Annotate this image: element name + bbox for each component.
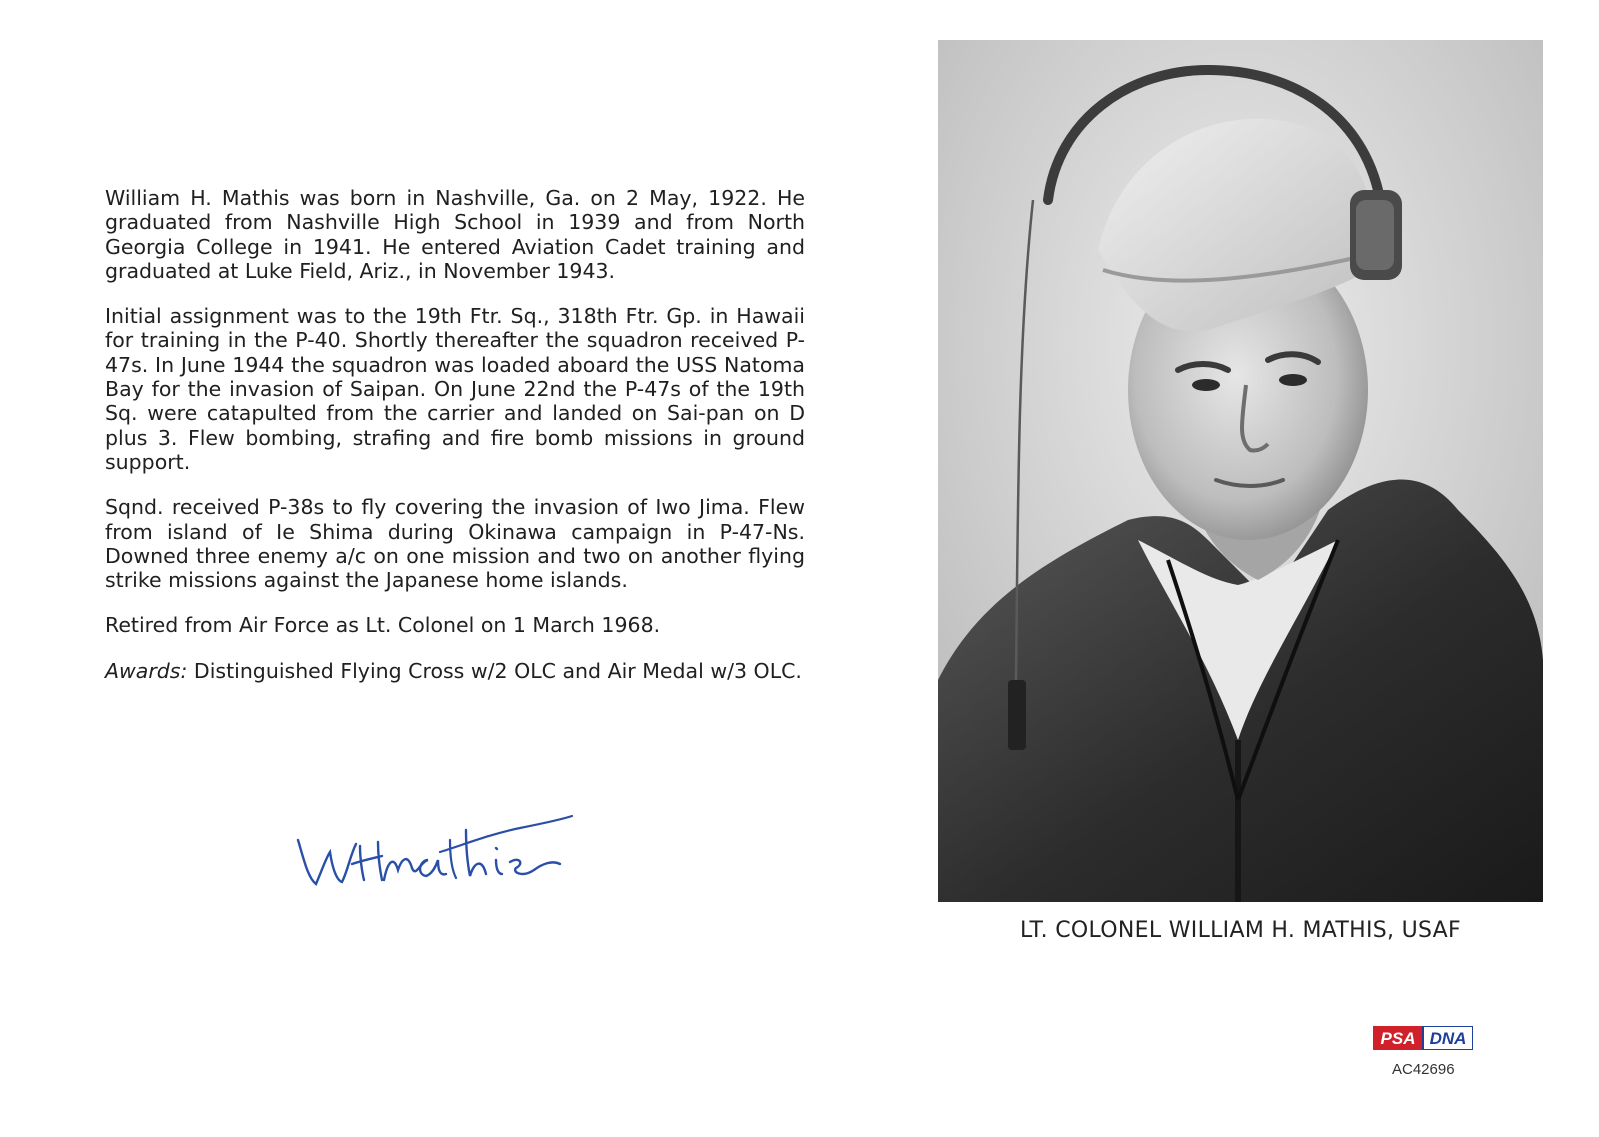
portrait-photo xyxy=(938,40,1543,902)
bio-paragraph-4: Retired from Air Force as Lt. Colonel on 1 March 1968. xyxy=(105,613,661,638)
certificate-number: AC42696 xyxy=(1392,1061,1455,1078)
bio-paragraph-1: William H. Mathis was born in Nashville, Ga. on 2 May, 1922. He graduated from Nashville High School in 1939 and from North Georgia College in 1941. He entered Aviation Cadet training and graduated at Luke Field, Ariz., in November 1943. xyxy=(105,186,805,283)
bio-paragraph-3: Sqnd. received P-38s to fly covering the invasion of Iwo Jima. Flew from island of Ie Shima during Okinawa campaign in P-47-Ns. Downed three enemy a/c on one mission and two on another flying strike missions against the Japanese home islands. xyxy=(105,495,805,593)
bio-awards xyxy=(105,659,805,683)
psa-dna-logo xyxy=(1373,1026,1473,1050)
awards-label: Awards: xyxy=(105,658,188,683)
bio-paragraph-2: Initial assignment was to the 19th Ftr. Sq., 318th Ftr. Gp. in Hawaii for training in the P-40. Shortly thereafter the squadron received P-47s. In June 1944 the squadron was loaded aboard the USS Natoma Bay for the invasion of Saipan. On June 22nd the P-47s of the 19th Sq. were catapulted from the carrier and landed on Sai-pan on D plus 3. Flew bombing, strafing and fire bomb missions in ground support. xyxy=(105,304,805,474)
handwritten-signature xyxy=(290,800,590,910)
psa-text: PSA xyxy=(1380,1029,1416,1048)
dna-text: DNA xyxy=(1429,1029,1467,1048)
awards-text: Distinguished Flying Cross w/2 OLC and Air Medal w/3 OLC. xyxy=(193,658,802,683)
biography-text xyxy=(105,186,805,704)
photo-caption: LT. COLONEL WILLIAM H. MATHIS, USAF xyxy=(1020,918,1461,943)
